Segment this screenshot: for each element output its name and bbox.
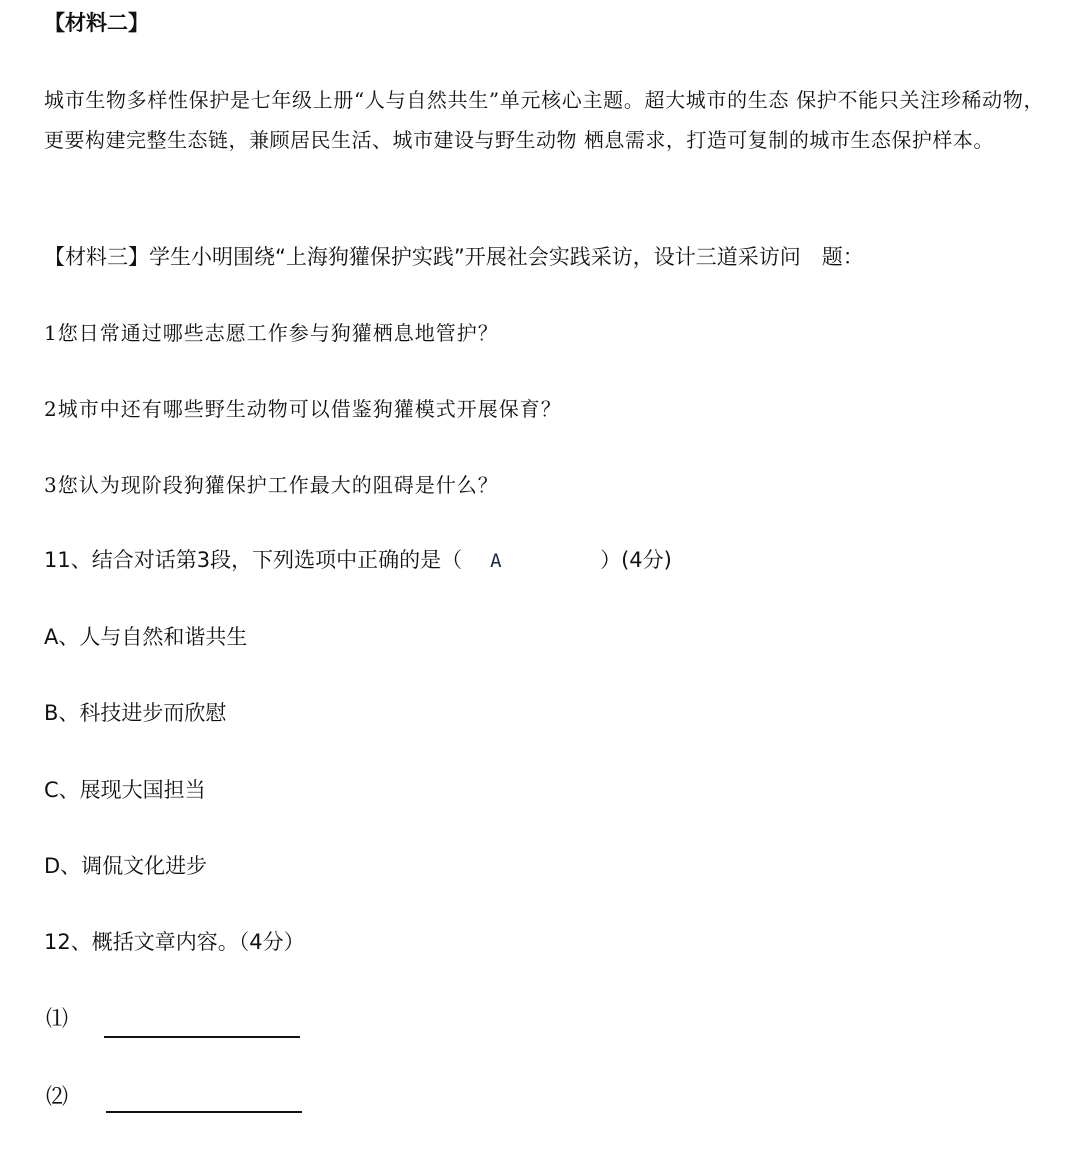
option-d: D、调侃文化进步 xyxy=(44,854,208,878)
material2-heading: 【材料二】 xyxy=(44,11,149,35)
material2-paragraph: 城市生物多样性保护是七年级上册“人与自然共生”单元核心主题。超大城市的生态 保护不能只关注珍稀动物，更要构建完整生态链，兼顾居民生活、城市建设与野生动物 栖息需求，打造可复制的城市生态保护样本。 xyxy=(44,88,1044,152)
answer-blank-2[interactable] xyxy=(106,1111,302,1113)
option-b: B、科技进步而欣慰 xyxy=(44,701,227,725)
material3-intro: 【材料三】学生小明围绕“上海狗獾保护实践”开展社会实践采访，设计三道采访问 题： xyxy=(44,245,864,269)
answer-blank-1[interactable] xyxy=(104,1036,300,1038)
question-11-prefix: 11、结合对话第3段，下列选项中正确的是（ xyxy=(44,548,463,572)
option-a: A、人与自然和谐共生 xyxy=(44,625,248,649)
question-11-suffix: ）(4分) xyxy=(600,548,672,572)
interview-question-1: 1您日常通过哪些志愿工作参与狗獾栖息地管护？ xyxy=(44,321,499,345)
question-12: 12、概括文章内容。（4分） xyxy=(44,930,305,954)
question-11-answer[interactable]: A xyxy=(490,550,502,572)
interview-question-3: 3您认为现阶段狗獾保护工作最大的阻碍是什么？ xyxy=(44,473,499,497)
option-c: C、展现大国担当 xyxy=(44,778,206,802)
blank-label-2: ⑵ xyxy=(46,1085,69,1110)
blank-label-1: ⑴ xyxy=(46,1007,69,1032)
question-11 xyxy=(44,545,672,576)
interview-question-2: 2城市中还有哪些野生动物可以借鉴狗獾模式开展保育？ xyxy=(44,397,562,421)
